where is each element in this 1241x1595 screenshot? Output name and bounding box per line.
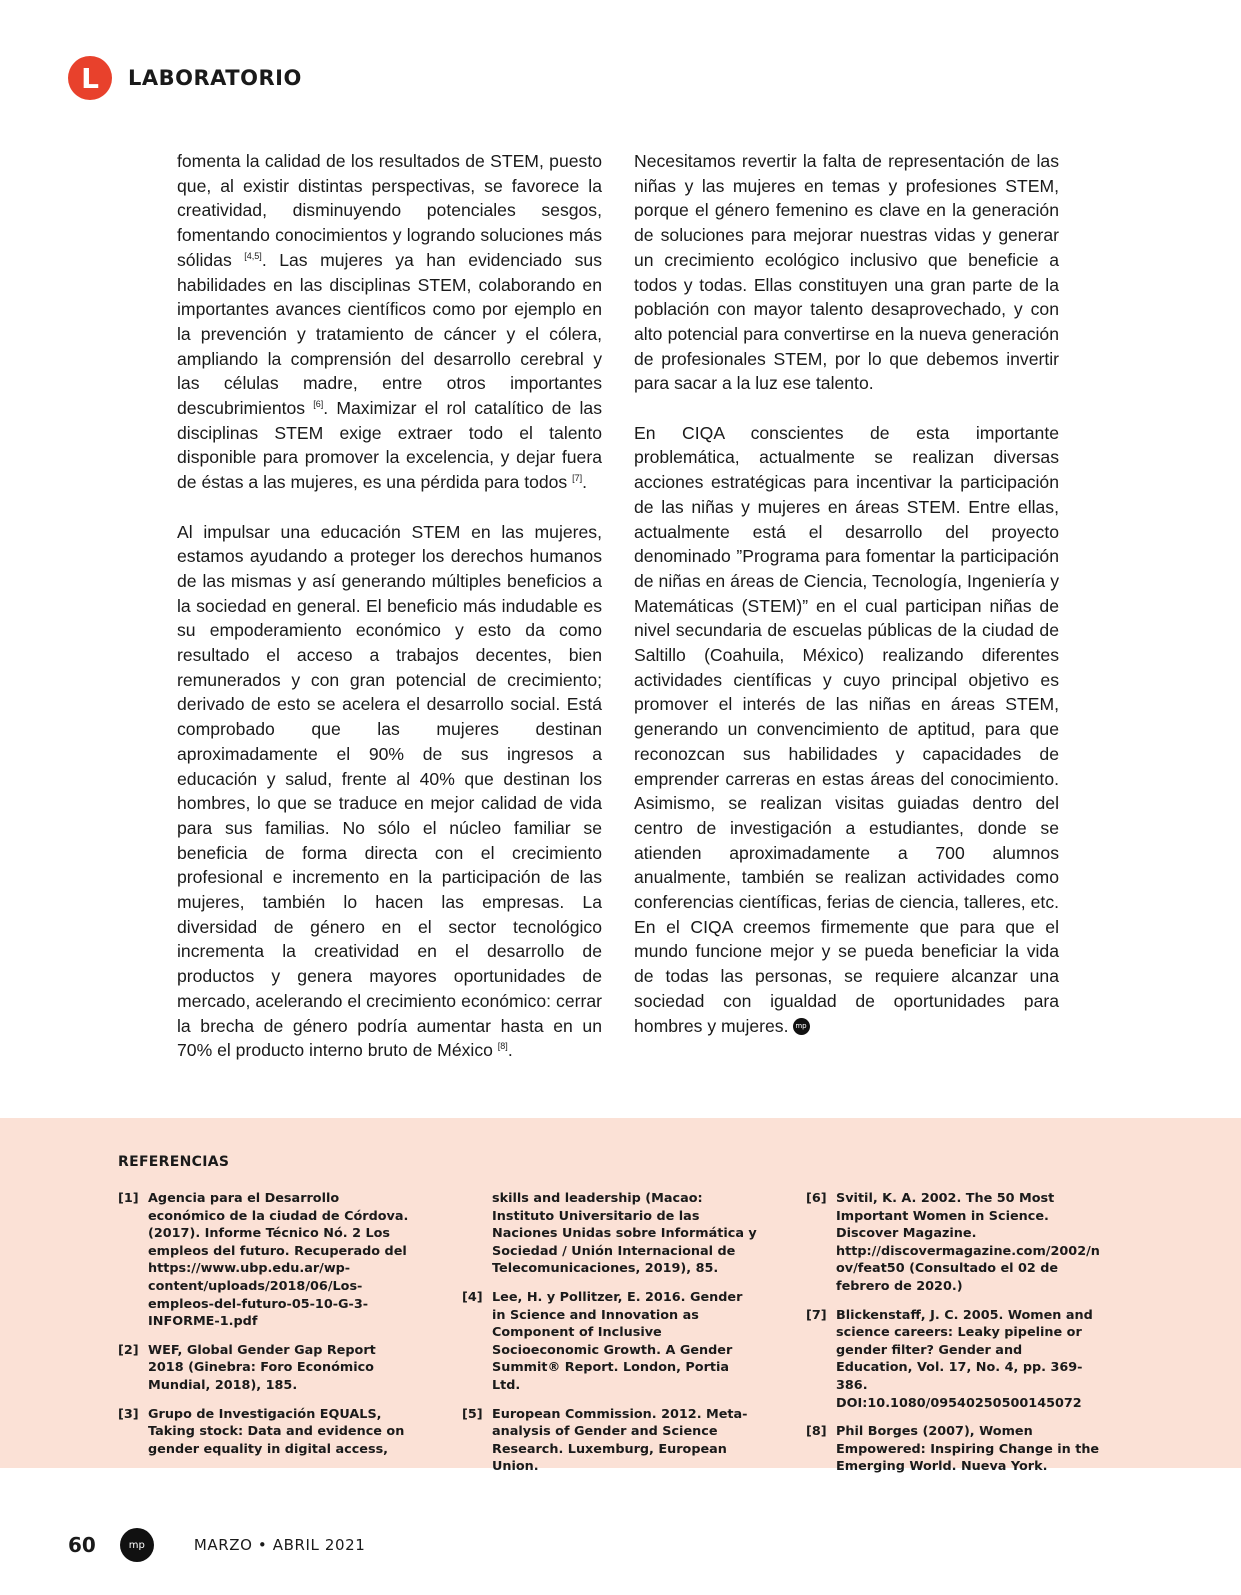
left-paragraph-2: Al impulsar una educación STEM en las mujeres, estamos ayudando a proteger los derechos humanos de las mismas y así generando múltiples beneficios a la sociedad en general. El beneficio más indudable es su empoderamiento económico y esto da como resultado el acceso a trabajos decentes, bien remunerados y con gran potencial de crecimiento; derivado de esto se acelera el desarrollo social. Está comprobado que las mujeres destinan aproximadamente el 90% de sus ingresos a educación y salud, frente al 40% que destinan los hombres, lo que se traduce en mejor calidad de vida para sus familias. No sólo el núcleo familiar se beneficia de forma directa con el crecimiento profesional e incremento en la participación de las mujeres, también lo hacen las empresas. La diversidad de género en el sector tecnológico incrementa la creatividad en el desarrollo de productos y genera mayores oportunidades de mercado, acelerando el crecimiento económico: cerrar la brecha de género podría aumentar hasta en un 70% el producto interno bruto de México [8]. — [177, 521, 602, 1061]
citation: [4,5] — [244, 250, 262, 261]
end-mark-icon: mp — [793, 1018, 810, 1035]
magazine-logo-icon: mp — [120, 1528, 154, 1562]
page-footer — [68, 1528, 365, 1562]
citation: [7] — [572, 473, 583, 484]
references-column-1 — [118, 1190, 418, 1469]
reference-item: [3] Grupo de Investigación EQUALS, Taking stock: Data and evidence on gender equality in digital access, — [118, 1406, 405, 1457]
reference-item: [2] WEF, Global Gender Gap Report 2018 (Ginebra: Foro Económico Mundial, 2018), 185. — [118, 1342, 376, 1393]
issue-date: MARZO • ABRIL 2021 — [193, 1536, 366, 1554]
reference-continuation: skills and leadership (Macao: Instituto Universitario de las Naciones Unidas sobre Informática y Sociedad / Unión Internacional de Telecomunicaciones, 2019), 85. — [492, 1191, 757, 1277]
reference-item: [4] Lee, H. y Pollitzer, E. 2016. Gender in Science and Innovation as Component of Inclusive Socioeconomic Growth. A Gender Summit® Report. London, Portia Ltd. — [462, 1289, 743, 1393]
reference-item: [8] Phil Borges (2007), Women Empowered: Inspiring Change in the Emerging World. Nueva York. — [806, 1424, 1100, 1475]
citation: [8] — [497, 1041, 508, 1052]
page-header — [68, 56, 302, 100]
left-column — [177, 149, 602, 1088]
references-title: REFERENCIAS — [118, 1154, 230, 1170]
reference-item: [7] Blickenstaff, J. C. 2005. Women and science careers: Leaky pipeline or gender filter? Gender and Education, Vol. 17, No. 4, pp. 369-386. DOI:10.1080/09540250500145072 — [806, 1307, 1093, 1411]
right-paragraph-2: En CIQA conscientes de esta importante problemática, actualmente se realizan diversas acciones estratégicas para incentivar la participación de las niñas y mujeres en áreas STEM. Entre ellas, actualmente está el desarrollo del proyecto denominado ”Programa para fomentar la participación de niñas en áreas de Ciencia, Tecnología, Ingeniería y Matemáticas (STEM)” en el cual participan niñas de nivel secundaria de escuelas públicas de la ciudad de Saltillo (Coahuila, México) realizando diferentes actividades científicas y cuyo principal objetivo es promover el interés de las niñas en áreas STEM, generando un convencimiento de aptitud, para que reconozcan sus habilidades y capacidades de emprender carreras en estas áreas del conocimiento. Asimismo, se realizan visitas guiadas dentro del centro de investigación a estudiantes, donde se atienden aproximadamente a 700 alumnos anualmente, también se realizan actividades como conferencias científicas, ferias de ciencia, talleres, etc. En el CIQA creemos firmemente que para que el mundo funcione mejor y se pueda beneficiar la vida de todas las personas, se requiere alcanzar una sociedad con igualdad de oportunidades para hombres y mujeres. mp — [634, 422, 1059, 1036]
left-paragraph-1: fomenta la calidad de los resultados de STEM, puesto que, al existir distintas perspectivas, se favorece la creatividad, disminuyendo potenciales sesgos, fomentando conocimientos y logrando soluciones más sólidas [4,5]. Las mujeres ya han evidenciado sus habilidades en las disciplinas STEM, colaborando en importantes avances científicos como por ejemplo en la prevención y tratamiento de cáncer y el cólera, ampliando la comprensión del desarrollo cerebral y las células madre, entre otros importantes descubrimientos [6]. Maximizar el rol catalítico de las disciplinas STEM exige extraer todo el talento disponible para promover la excelencia, y dejar fuera de éstas a las mujeres, es una pérdida para todos [7]. — [177, 151, 602, 493]
page-number: 60 — [68, 1533, 96, 1557]
reference-item: [1] Agencia para el Desarrollo económico de la ciudad de Córdova. (2017). Informe Técnico Nó. 2 Los empleos del futuro. Recuperado del https://www.ubp.edu.ar/wp-content/uploads/2018/06/Los-empleos-del-futuro-05-10-G-3-INFORME-1.pdf — [118, 1191, 409, 1330]
references-column-2 — [462, 1190, 762, 1487]
reference-item: [5] European Commission. 2012. Meta-analysis of Gender and Science Research. Luxemburg, European Union. — [462, 1406, 748, 1475]
section-title: LABORATORIO — [128, 66, 302, 90]
right-paragraph-1: Necesitamos revertir la falta de representación de las niñas y las mujeres en temas y profesiones STEM, porque el género femenino es clave en la generación de soluciones para mejorar nuestras vidas y generar un crecimiento ecológico inclusivo que beneficie a todos y todas. Ellas constituyen una gran parte de la población con mayor talento desaprovechado, y con alto potencial para convertirse en la nueva generación de profesionales STEM, por lo que debemos invertir para sacar a la luz ese talento. — [634, 151, 1059, 394]
section-logo-icon: L — [68, 56, 112, 100]
references-column-3 — [806, 1190, 1106, 1487]
references-panel — [0, 1118, 1241, 1475]
reference-item: [6] Svitil, K. A. 2002. The 50 Most Important Women in Science. Discover Magazine. http://discovermagazine.com/2002/nov/feat50 (Consultado el 02 de febrero de 2020.) — [806, 1191, 1100, 1294]
right-column — [634, 149, 1059, 1063]
citation: [6] — [313, 399, 324, 410]
